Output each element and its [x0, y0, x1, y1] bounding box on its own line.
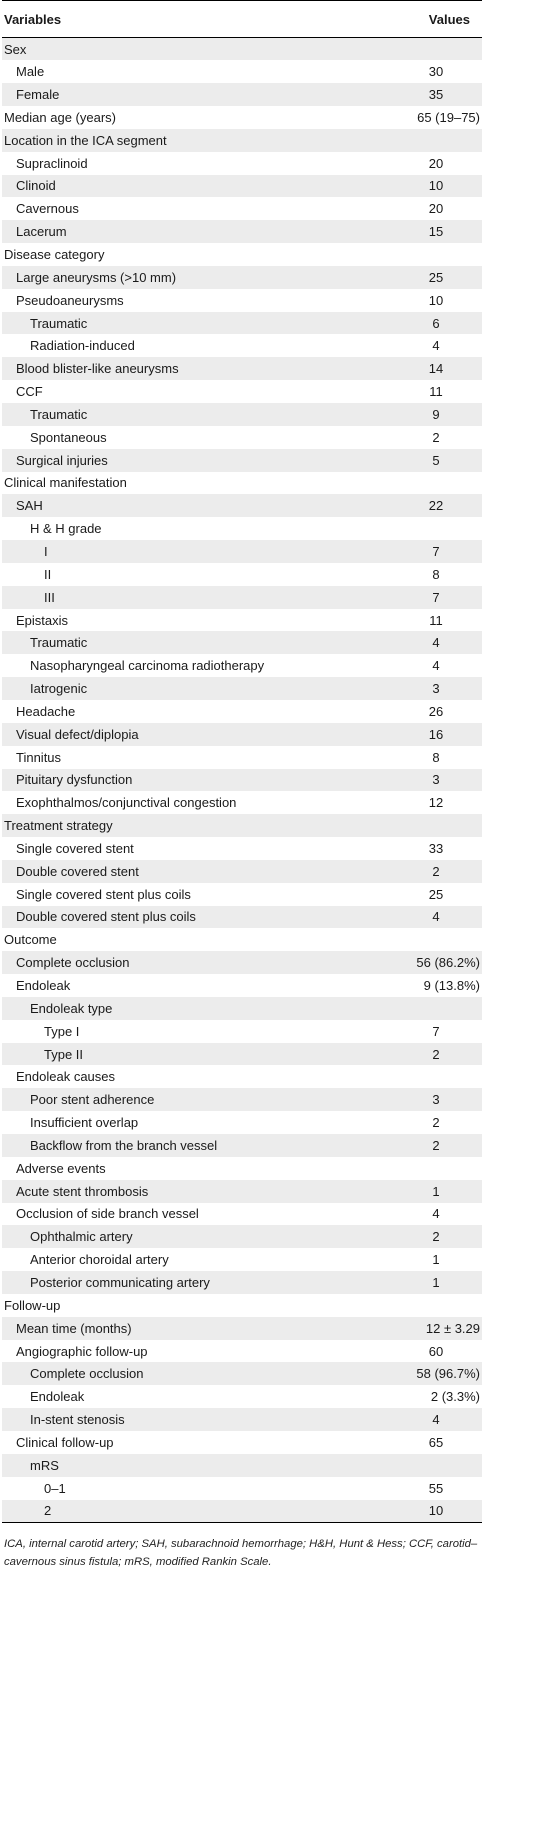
row-value: 35	[390, 83, 482, 106]
row-value: 11	[429, 384, 443, 400]
table-header	[2, 1, 482, 38]
table-row	[2, 60, 482, 83]
row-value: 1	[432, 1252, 440, 1268]
row-value	[390, 243, 482, 266]
row-value: 4	[432, 1206, 440, 1222]
table-row	[2, 1500, 482, 1523]
row-value: 3	[390, 677, 482, 700]
row-value: 30	[428, 64, 444, 80]
table-row	[2, 723, 482, 746]
row-label: Double covered stent plus coils	[2, 906, 390, 929]
table-row	[2, 1477, 482, 1500]
row-label: Endoleak type	[2, 997, 390, 1020]
row-value	[390, 472, 482, 495]
row-label: Spontaneous	[30, 429, 107, 445]
row-value: 65	[428, 1434, 444, 1450]
row-value: 20	[428, 155, 444, 171]
row-label: Endoleak	[16, 978, 71, 994]
row-value: 9 (13.8%)	[423, 978, 480, 994]
table-row	[2, 1111, 482, 1134]
row-label: Pseudoaneurysms	[16, 292, 124, 308]
table-row	[2, 152, 482, 175]
row-value: 20	[428, 201, 444, 217]
table-row	[2, 1020, 482, 1043]
table-footnote: ICA, internal carotid artery; SAH, subarachnoid hemorrhage; H&H, Hunt & Hess; CCF, carotid–cavernous sinus fistula; mRS, modified Rankin Scale.	[4, 1537, 478, 1568]
row-value	[390, 928, 482, 951]
row-label: Single covered stent	[16, 840, 134, 856]
row-label: 2	[2, 1500, 390, 1523]
row-value: 8	[432, 566, 440, 582]
row-value: 3	[390, 1088, 482, 1111]
table-row	[2, 746, 482, 769]
row-label: Double covered stent	[2, 860, 390, 883]
row-label: Visual defect/diplopia	[2, 723, 390, 746]
row-label: Blood blister-like aneurysms	[2, 357, 390, 380]
row-value: 4	[390, 1408, 482, 1431]
row-label: SAH	[2, 494, 390, 517]
row-label: Clinical manifestation	[4, 475, 127, 491]
table-row	[2, 472, 482, 495]
table-row	[2, 1317, 482, 1340]
row-value: 14	[390, 357, 482, 380]
row-label: Mean time (months)	[2, 1317, 390, 1340]
table-row	[2, 197, 482, 220]
row-value	[390, 1454, 482, 1477]
row-label: I	[2, 540, 390, 563]
row-value: 33	[428, 840, 444, 856]
table-row	[2, 1408, 482, 1431]
table-row	[2, 449, 482, 472]
row-value: 7	[390, 586, 482, 609]
table-row	[2, 1431, 482, 1454]
table-row	[2, 906, 482, 929]
table-row	[2, 1454, 482, 1477]
table-row	[2, 357, 482, 380]
row-value: 11	[429, 612, 443, 628]
table-row	[2, 1203, 482, 1226]
table-row	[2, 1043, 482, 1066]
row-label: Traumatic	[2, 312, 390, 335]
row-value: 7	[432, 1023, 440, 1039]
row-label: mRS	[2, 1454, 390, 1477]
table-row	[2, 1134, 482, 1157]
row-label: Radiation-induced	[30, 338, 135, 354]
row-value	[390, 517, 482, 540]
table-row	[2, 1225, 482, 1248]
row-value: 9	[390, 403, 482, 426]
row-label: Adverse events	[16, 1160, 106, 1176]
row-label: Insufficient overlap	[30, 1115, 139, 1131]
table-row	[2, 631, 482, 654]
row-label: H & H grade	[30, 521, 102, 537]
row-label: Disease category	[4, 247, 105, 263]
header-row	[2, 1, 482, 38]
row-value: 2 (3.3%)	[430, 1389, 480, 1405]
table-row	[2, 837, 482, 860]
row-label: Clinical follow-up	[16, 1434, 114, 1450]
row-value: 1	[390, 1180, 482, 1203]
table-row	[2, 563, 482, 586]
row-value	[390, 1065, 482, 1088]
row-value: 65 (19–75)	[417, 109, 480, 125]
row-label: Iatrogenic	[2, 677, 390, 700]
row-value: 2	[390, 860, 482, 883]
row-label: Epistaxis	[16, 612, 69, 628]
row-label: Occlusion of side branch vessel	[16, 1206, 199, 1222]
row-label: Surgical injuries	[2, 449, 390, 472]
table-row	[2, 586, 482, 609]
table-row	[2, 83, 482, 106]
row-value: 25	[390, 266, 482, 289]
row-value: 16	[390, 723, 482, 746]
row-value	[390, 1157, 482, 1180]
row-label: Large aneurysms (>10 mm)	[2, 266, 390, 289]
table-row	[2, 951, 482, 974]
table-row	[2, 700, 482, 723]
row-label: Backflow from the branch vessel	[2, 1134, 390, 1157]
row-label: Complete occlusion	[2, 951, 390, 974]
row-label: Clinoid	[2, 175, 390, 198]
row-value: 2	[390, 1134, 482, 1157]
row-label: In-stent stenosis	[2, 1408, 390, 1431]
table-row	[2, 380, 482, 403]
row-label: Pituitary dysfunction	[2, 769, 390, 792]
row-value: 1	[390, 1271, 482, 1294]
row-label: CCF	[16, 384, 43, 400]
table-row	[2, 654, 482, 677]
table-row	[2, 1340, 482, 1363]
table-row	[2, 38, 482, 61]
row-value	[390, 1294, 482, 1317]
table-row	[2, 220, 482, 243]
row-value: 26	[428, 703, 444, 719]
row-label: Angiographic follow-up	[16, 1343, 148, 1359]
row-value: 58 (96.7%)	[390, 1362, 482, 1385]
row-label: Tinnitus	[16, 749, 62, 765]
row-value: 2	[390, 1043, 482, 1066]
row-label: Exophthalmos/conjunctival congestion	[16, 795, 237, 811]
row-value: 4	[390, 906, 482, 929]
row-label: Posterior communicating artery	[2, 1271, 390, 1294]
row-value: 2	[432, 1115, 440, 1131]
table-row	[2, 403, 482, 426]
table-row	[2, 1088, 482, 1111]
row-label: Male	[16, 64, 45, 80]
row-label: Complete occlusion	[2, 1362, 390, 1385]
row-label: Anterior choroidal artery	[30, 1252, 169, 1268]
row-label: Follow-up	[4, 1297, 61, 1313]
table-row	[2, 860, 482, 883]
table-row	[2, 426, 482, 449]
row-label: Outcome	[4, 932, 57, 948]
row-value	[390, 814, 482, 837]
table-row	[2, 1362, 482, 1385]
table-row	[2, 334, 482, 357]
row-value: 3	[390, 769, 482, 792]
table-row	[2, 1180, 482, 1203]
table-row	[2, 312, 482, 335]
row-label: Nasopharyngeal carcinoma radiotherapy	[30, 658, 265, 674]
table-row	[2, 1065, 482, 1088]
table-row	[2, 974, 482, 997]
row-value: 4	[432, 658, 440, 674]
table-row	[2, 609, 482, 632]
table-row	[2, 1248, 482, 1271]
row-label: Single covered stent plus coils	[16, 886, 191, 902]
row-label: Poor stent adherence	[2, 1088, 390, 1111]
row-value	[390, 997, 482, 1020]
row-value: 5	[390, 449, 482, 472]
table-row	[2, 1157, 482, 1180]
table-row	[2, 928, 482, 951]
row-value: 2	[390, 1225, 482, 1248]
row-value: 10	[390, 175, 482, 198]
row-value: 6	[390, 312, 482, 335]
table-row	[2, 1271, 482, 1294]
table-row	[2, 289, 482, 312]
row-label: Location in the ICA segment	[2, 129, 390, 152]
row-value: 25	[428, 886, 444, 902]
table-row	[2, 769, 482, 792]
row-value: 12	[428, 795, 444, 811]
row-label: 0–1	[44, 1480, 66, 1496]
row-value: 7	[390, 540, 482, 563]
row-label: II	[44, 566, 52, 582]
table-row	[2, 243, 482, 266]
row-value: 56 (86.2%)	[390, 951, 482, 974]
table-row	[2, 1294, 482, 1317]
row-label: Lacerum	[2, 220, 390, 243]
table-row	[2, 129, 482, 152]
data-table	[2, 0, 482, 1523]
table-row	[2, 106, 482, 129]
table-row	[2, 517, 482, 540]
table-row	[2, 677, 482, 700]
table-row	[2, 1385, 482, 1408]
row-label: Female	[2, 83, 390, 106]
row-label: Treatment strategy	[2, 814, 390, 837]
row-label: Traumatic	[2, 403, 390, 426]
row-value: 8	[432, 749, 440, 765]
row-value: 4	[432, 338, 440, 354]
table-row	[2, 883, 482, 906]
row-value: 15	[390, 220, 482, 243]
row-label: Cavernous	[16, 201, 79, 217]
row-label: Ophthalmic artery	[2, 1225, 390, 1248]
table-row	[2, 494, 482, 517]
table-row	[2, 266, 482, 289]
table-row	[2, 175, 482, 198]
row-value: 10	[428, 292, 444, 308]
row-value: 60	[428, 1343, 444, 1359]
table-row	[2, 540, 482, 563]
table-row	[2, 997, 482, 1020]
row-value: 10	[390, 1500, 482, 1523]
row-value	[390, 129, 482, 152]
row-label: III	[2, 586, 390, 609]
table-row	[2, 814, 482, 837]
header-values: Values	[390, 1, 482, 38]
row-label: Supraclinoid	[16, 155, 88, 171]
row-value: 12 ± 3.29	[390, 1317, 482, 1340]
row-value: 55	[428, 1480, 444, 1496]
table-body	[2, 38, 482, 1523]
row-value: 2	[432, 429, 440, 445]
row-label: Traumatic	[2, 631, 390, 654]
row-label: Median age (years)	[4, 109, 116, 125]
row-label: Sex	[2, 38, 390, 61]
row-value: 22	[390, 494, 482, 517]
row-value	[390, 38, 482, 61]
table-row	[2, 791, 482, 814]
row-label: Headache	[16, 703, 76, 719]
row-label: Endoleak causes	[16, 1069, 116, 1085]
row-label: Acute stent thrombosis	[2, 1180, 390, 1203]
row-label: Endoleak	[30, 1389, 85, 1405]
table-container	[2, 0, 486, 1571]
row-value: 4	[390, 631, 482, 654]
row-label: Type I	[44, 1023, 80, 1039]
header-variables: Variables	[2, 1, 390, 38]
row-label: Type II	[2, 1043, 390, 1066]
